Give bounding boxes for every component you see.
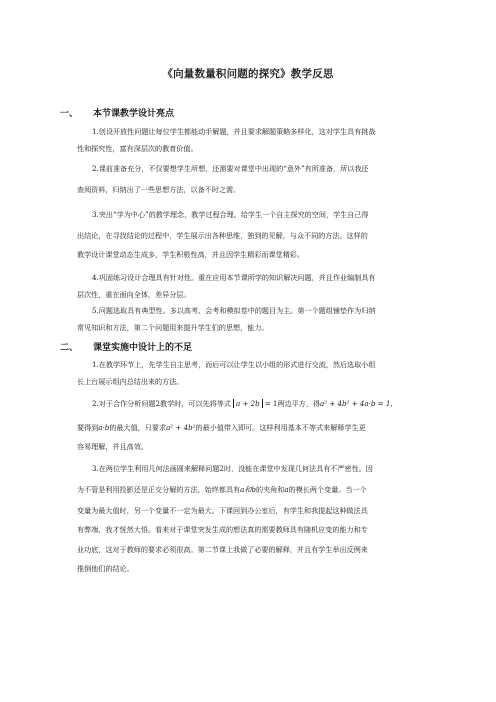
paragraph-line: [92, 360, 375, 370]
item-number: 3.: [92, 464, 99, 473]
paragraph-line: [92, 164, 369, 174]
document-title: 《向量数量积问题的探究》教学反思: [162, 68, 334, 80]
paragraph-line: [77, 423, 366, 433]
paragraph-line: 常见知识和方法，第二个问题用来提升学生们的思想，能力。: [77, 323, 269, 332]
item-text: 要得到: [77, 423, 99, 432]
item-text: 在两位学生利用几何法画圆来解释问题2时，没能在课堂中发现几何法具有不严密性。因: [98, 464, 373, 473]
paragraph-line: [77, 485, 367, 495]
item-text: 两边平方，得: [277, 399, 321, 408]
item-text: 在教学环节上，先学生自主思考，而后可以让学生以小组的形式进行交流，然后选取小组: [98, 360, 376, 369]
vector-pair: a和b: [240, 485, 257, 494]
item-number: 4.: [92, 273, 99, 282]
item-text: 创设开放性问题让每位学生都能动手解题，并且要求解题策略多样化，这对学生具有挑战: [98, 127, 376, 136]
paragraph-line: 教学设计课堂动态生成多，学生积极性高，并且因学生精彩而课堂精彩。: [77, 250, 304, 259]
item-number: 2.: [92, 164, 99, 173]
item-text: 巩固练习设计合理具有针对性。重在应用本节课所学的知识解决问题，并且作业编制具有: [98, 273, 376, 282]
item-text: 对于合作分析问题2教学时，可以先将等式: [98, 399, 231, 408]
item-number: 1.: [92, 127, 99, 136]
section-number: 一、: [60, 109, 79, 119]
item-number: 2.: [92, 399, 99, 408]
formula: a² + 4b² + 4a·b = 1，: [320, 399, 398, 408]
paragraph-line: 有弊端，我才恍然大悟。看来对于课堂突发生成的想法真的需要教师具有随机应变的能力和专: [77, 525, 368, 534]
dot-product: a·b: [98, 423, 110, 432]
item-text: 突出“学为中心”的教学理念，教学过程合理。给学生一个自主探究的空间，学生自己得: [98, 210, 369, 219]
paragraph-line: [92, 127, 375, 137]
paragraph-line: 变量为最大值时，另一个变量不一定为最大。下课回到办公室后，有学生和我提起这种做法具: [77, 506, 368, 515]
paragraph-line: 性和探究性，富有深层次的教育价值。: [77, 144, 198, 153]
paragraph-line: [92, 210, 369, 220]
paragraph-line: 层次性，重在面向全体，差异分层。: [77, 290, 191, 299]
paragraph-line: 出结论，在寻找结论的过程中，学生展示出各种思维，独到的见解，与众不同的方法。这样的: [77, 231, 368, 240]
equation-part: = 1: [264, 399, 278, 408]
item-number: 1.: [92, 360, 99, 369]
paragraph-line: 查阅资料，归纳出了一些思想方法，以备不时之需。: [77, 185, 241, 194]
item-text: 的模长两个变量。当一个: [288, 485, 367, 494]
section-heading-1: [60, 106, 174, 119]
section-number: 二、: [60, 343, 79, 353]
item-text: 课前准备充分，不仅要想学生所想，还需要对课堂中出现的“意外”有所准备，所以我还: [98, 164, 369, 173]
paragraph-line: [92, 306, 375, 316]
sum-of-squares: a² + 4b²: [166, 423, 196, 432]
abs-expression: a + 2b: [233, 399, 263, 408]
paragraph-line: [92, 273, 375, 283]
paragraph-line: 长上台展示组内总结出来的方法。: [77, 377, 184, 386]
item-text: 为不管是利用投影还是正交分解的方法，始终都具有: [77, 485, 241, 494]
paragraph-line: [92, 399, 398, 409]
item-text: 的最小值带入即可。这样利用基本不等式来解释学生更: [195, 423, 366, 432]
section-heading-2: [60, 340, 192, 353]
item-text: 问题选取具有典型性。多以高考、会考和模拟卷中的题目为主。第一个题组铺垫作为归纳: [98, 306, 376, 315]
paragraph-line: 业功底，这对于教师的要求必须很高。第二节课上我做了必要的解释，并且有学生举出反例来: [77, 545, 368, 554]
paragraph-line: 容易理解，并且高效。: [77, 442, 148, 451]
item-text: 的最大值，只要求: [109, 423, 167, 432]
section-title: 本节课教学设计亮点: [93, 109, 175, 119]
item-number: 5.: [92, 306, 99, 315]
paragraph-line: [92, 464, 373, 474]
paragraph-line: 推倒他们的结论。: [77, 564, 134, 573]
vector-a: a: [284, 485, 289, 494]
item-number: 3.: [92, 210, 99, 219]
section-title: 课堂实施中设计上的不足: [93, 343, 193, 353]
item-text: 的夹角和: [256, 485, 285, 494]
